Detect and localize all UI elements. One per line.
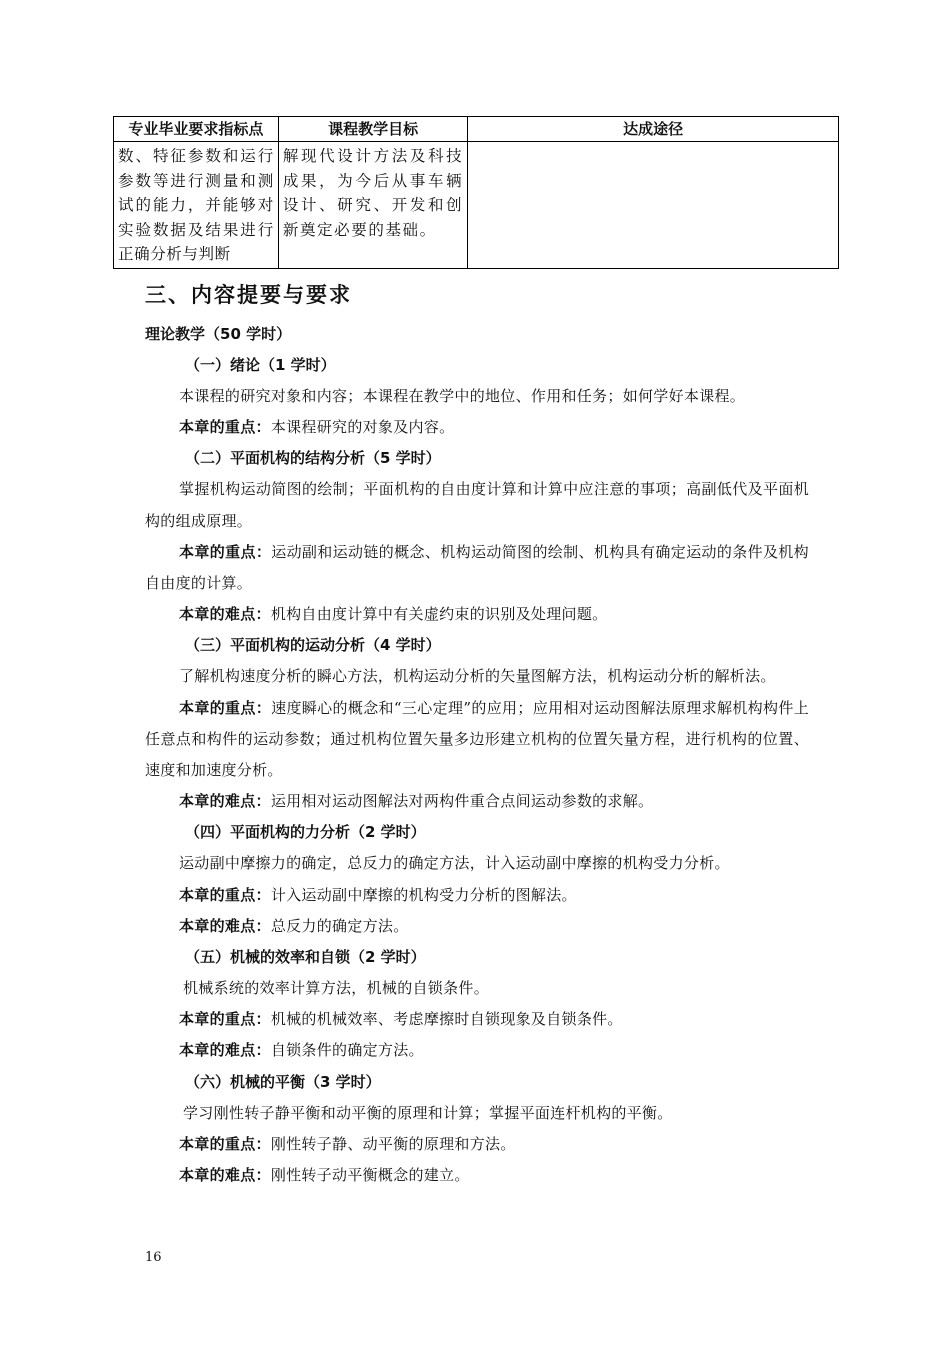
chapter-key-point <box>145 880 809 911</box>
key-point-label: 本章的重点： <box>179 418 271 437</box>
chapter-title: （五）机械的效率和自锁（2 学时） <box>185 948 426 967</box>
cell-objective <box>278 142 467 269</box>
paragraph-text: 刚性转子动平衡概念的建立。 <box>270 1166 470 1185</box>
chapter-key-point <box>145 1035 809 1066</box>
paragraph-text: 掌握机构运动简图的绘制；平面机构的自由度计算和计算中应注意的事项；高副低代及平面机构的组成原理。 <box>145 480 809 530</box>
key-point-label: 本章的难点： <box>179 605 271 624</box>
chapter-key-point <box>145 911 809 942</box>
chapter-title: （二）平面机构的结构分析（5 学时） <box>185 449 441 468</box>
paragraph-text: 刚性转子静、动平衡的原理和方法。 <box>270 1134 516 1153</box>
chapter-key-point <box>145 412 809 443</box>
paragraph-text: 机构自由度计算中有关虚约束的识别及处理问题。 <box>270 605 608 624</box>
chapter-section <box>145 1067 809 1192</box>
header-indicator: 专业毕业要求指标点 <box>114 117 279 142</box>
key-point-label: 本章的重点： <box>179 885 271 904</box>
key-point-label: 本章的重点： <box>179 542 272 561</box>
cell-approach <box>468 142 839 269</box>
chapter-section <box>145 350 809 443</box>
requirements-table-wrapper <box>113 116 839 269</box>
paragraph-text: 运动副和运动链的概念、机构运动简图的绘制、机构具有确定运动的条件及机构自由度的计算。 <box>145 542 809 593</box>
key-point-label: 本章的难点： <box>179 1166 271 1185</box>
chapter-description <box>145 973 809 1004</box>
chapter-key-point <box>145 537 809 599</box>
chapter-description <box>145 848 809 879</box>
header-objective: 课程教学目标 <box>278 117 467 142</box>
chapter-list <box>145 350 809 1191</box>
header-approach: 达成途径 <box>468 117 839 142</box>
key-point-label: 本章的难点： <box>179 916 271 935</box>
chapter-title: （六）机械的平衡（3 学时） <box>185 1072 381 1091</box>
paragraph-text: 机械系统的效率计算方法，机械的自锁条件。 <box>183 979 490 998</box>
chapter-description <box>145 381 809 412</box>
chapter-key-point <box>145 786 809 817</box>
key-point-label: 本章的难点： <box>179 792 271 811</box>
content-body <box>145 276 809 1191</box>
key-point-label: 本章的难点： <box>179 1041 271 1060</box>
chapter-title: （四）平面机构的力分析（2 学时） <box>185 823 426 842</box>
chapter-section <box>145 817 809 942</box>
section-title: 三、内容提要与要求 <box>145 283 352 307</box>
paragraph-text: 运用相对运动图解法对两构件重合点间运动参数的求解。 <box>270 792 654 811</box>
cell-indicator-text: 数、特征参数和运行参数等进行测量和测试的能力，并能够对实验数据及结果进行正确分析与判断 <box>118 147 274 263</box>
requirements-table <box>113 116 839 269</box>
table-header-row <box>114 117 839 142</box>
key-point-label: 本章的重点： <box>179 698 272 717</box>
paragraph-text: 速度瞬心的概念和“三心定理”的应用；应用相对运动图解法原理求解机构构件上任意点和构件的运动参数；通过机构位置矢量多边形建立机构的位置矢量方程，进行机构的位置、速度和加速度分析。 <box>145 698 809 780</box>
paragraph-text: 机械的机械效率、考虑摩擦时自锁现象及自锁条件。 <box>270 1010 623 1029</box>
chapter-key-point <box>145 1160 809 1191</box>
chapter-section <box>145 443 809 630</box>
paragraph-text: 了解机构速度分析的瞬心方法，机构运动分析的矢量图解方法，机构运动分析的解析法。 <box>179 667 776 686</box>
paragraph-text: 本课程的研究对象和内容；本课程在教学中的地位、作用和任务；如何学好本课程。 <box>179 387 746 405</box>
chapter-title: （一）绪论（1 学时） <box>185 356 336 374</box>
paragraph-text: 自锁条件的确定方法。 <box>270 1041 424 1060</box>
key-point-label: 本章的重点： <box>179 1010 271 1029</box>
chapter-key-point <box>145 599 809 630</box>
cell-objective-text: 解现代设计方法及科技成果，为今后从事车辆设计、研究、开发和创新奠定必要的基础。 <box>282 147 464 239</box>
chapter-section <box>145 630 809 817</box>
paragraph-text: 本课程研究的对象及内容。 <box>270 418 455 437</box>
paragraph-text: 运动副中摩擦力的确定，总反力的确定方法，计入运动副中摩擦的机构受力分析。 <box>179 854 730 873</box>
subsection-title: 理论教学（50 学时） <box>145 325 292 343</box>
chapter-description <box>145 474 809 536</box>
chapter-description <box>145 661 809 692</box>
paragraph-text: 总反力的确定方法。 <box>270 916 409 935</box>
chapter-section <box>145 942 809 1067</box>
chapter-key-point <box>145 1004 809 1035</box>
chapter-key-point <box>145 1129 809 1160</box>
chapter-key-point <box>145 693 809 787</box>
page-number: 16 <box>145 1250 162 1265</box>
table-row <box>114 142 839 269</box>
chapter-description <box>145 1098 809 1129</box>
cell-indicator <box>114 142 279 269</box>
key-point-label: 本章的重点： <box>179 1134 271 1153</box>
paragraph-text: 学习刚性转子静平衡和动平衡的原理和计算；掌握平面连杆机构的平衡。 <box>183 1103 673 1122</box>
paragraph-text: 计入运动副中摩擦的机构受力分析的图解法。 <box>270 885 577 904</box>
chapter-title: （三）平面机构的运动分析（4 学时） <box>185 636 441 655</box>
